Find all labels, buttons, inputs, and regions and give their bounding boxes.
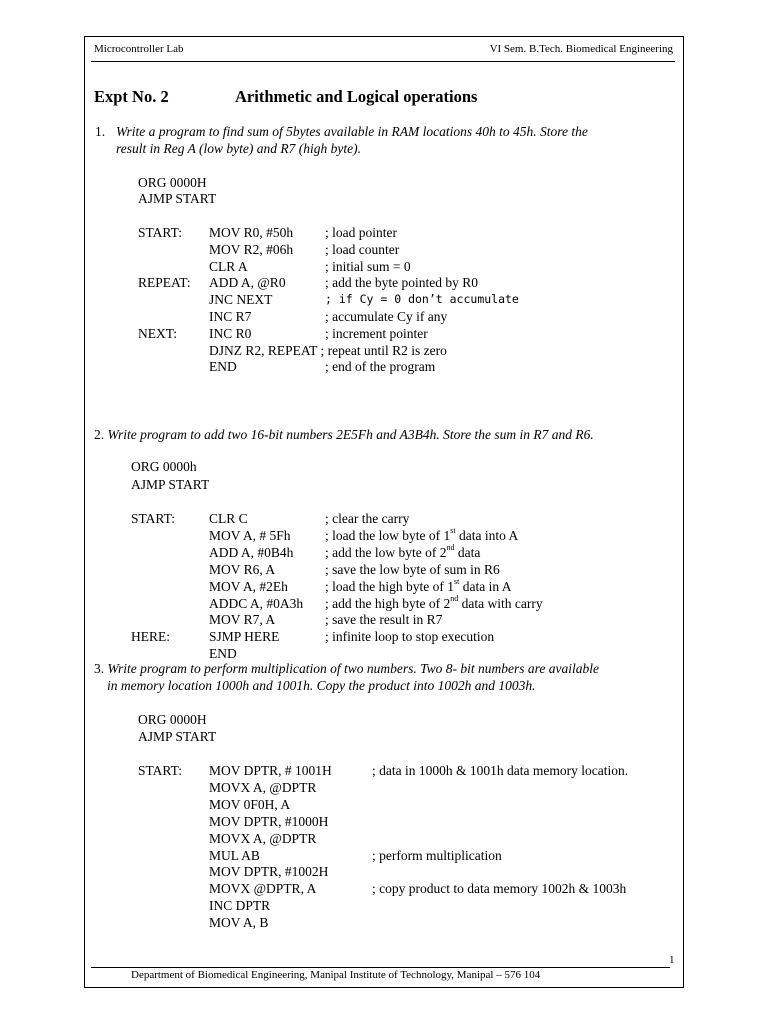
q1-statement-line2: result in Reg A (low byte) and R7 (high byte).	[116, 141, 361, 156]
q2-code-instruction: ADDC A, #0A3h	[209, 595, 304, 611]
q3-statement-line2: in memory location 1000h and 1001h. Copy the product into 1002h and 1003h.	[107, 678, 536, 693]
q2-code-instruction: CLR C	[209, 511, 248, 526]
q1-code-comment: ; if Cy = 0 don’t accumulate	[325, 292, 519, 307]
q1-code-instruction: CLR A	[209, 258, 248, 274]
q2-code-label: HERE:	[131, 629, 170, 645]
q1-code-instruction: JNC NEXT	[209, 292, 273, 308]
q2-code-instruction: MOV R6, A	[209, 561, 276, 577]
q3-code-comment: ; perform multiplication	[372, 847, 502, 863]
q2-code-comment: ; add the low byte of 2nd data	[325, 542, 481, 560]
q3-code-instruction: MUL AB	[209, 847, 260, 863]
q1-code-instruction: INC R7	[209, 309, 252, 324]
q2-code-label: START:	[131, 511, 175, 526]
q2-code-comment: ; load the low byte of 1st data into A	[325, 525, 519, 543]
q1-code-label: START:	[138, 225, 182, 240]
q3-code-instruction: MOV DPTR, #1002H	[209, 864, 329, 880]
q1-code-comment: ; load pointer	[325, 225, 397, 240]
q1-code-instruction: DJNZ R2, REPEAT ; repeat until R2 is zero	[209, 342, 447, 358]
q2-code-comment: ; save the low byte of sum in R6	[325, 561, 500, 577]
q3-code-instruction: INC DPTR	[209, 898, 271, 914]
header-rule	[91, 61, 675, 62]
q1-code-instruction: MOV R0, #50h	[209, 225, 294, 240]
q1-code-instruction: END	[209, 359, 237, 375]
footer-rule	[91, 967, 670, 968]
q1-org: ORG 0000H	[138, 175, 207, 190]
q2-code-instruction: ADD A, #0B4h	[209, 544, 294, 560]
q2-code-comment: ; save the result in R7	[325, 612, 443, 628]
q1-code-comment: ; accumulate Cy if any	[325, 309, 448, 324]
header-course: Microcontroller Lab	[94, 43, 184, 55]
q2-code-comment: ; add the high byte of 2nd data with carry	[325, 593, 543, 611]
q2-code-instruction: SJMP HERE	[209, 629, 280, 645]
footer-department: Department of Biomedical Engineering, Manipal Institute of Technology, Manipal – 576 104	[131, 969, 541, 981]
q2-code-comment: ; infinite loop to stop execution	[325, 629, 495, 645]
q1-code-instruction: ADD A, @R0	[209, 275, 286, 291]
expt-title: Arithmetic and Logical operations	[235, 87, 478, 106]
q1-code-label: NEXT:	[138, 325, 178, 341]
q3-ajmp: AJMP START	[138, 729, 217, 744]
q3-code-instruction: MOV 0F0H, A	[209, 796, 291, 812]
q2-statement: 2. Write program to add two 16-bit numbers 2E5Fh and A3B4h. Store the sum in R7 and R6.	[94, 427, 594, 442]
q1-code-comment: ; increment pointer	[325, 325, 428, 341]
q1-code-comment: ; add the byte pointed by R0	[325, 275, 478, 291]
q3-statement-line1: 3. Write program to perform multiplication of two numbers. Two 8- bit numbers are available	[94, 661, 599, 676]
header-semester: VI Sem. B.Tech. Biomedical Engineering	[489, 43, 673, 55]
q1-code-comment: ; load counter	[325, 241, 400, 257]
q3-org: ORG 0000H	[138, 712, 207, 727]
q1-code-comment: ; end of the program	[325, 359, 436, 375]
q1-code-instruction: INC R0	[209, 325, 252, 341]
q1-code-instruction: MOV R2, #06h	[209, 241, 294, 257]
q2-code-instruction: MOV A, # 5Fh	[209, 527, 291, 543]
q2-code-comment: ; clear the carry	[325, 511, 410, 526]
q3-code-instruction: MOV A, B	[209, 915, 269, 931]
q2-code-instruction: MOV A, #2Eh	[209, 578, 288, 594]
page-number: 1	[669, 954, 675, 966]
q3-code-instruction: MOV DPTR, #1000H	[209, 813, 329, 829]
q2-ajmp: AJMP START	[131, 477, 210, 492]
q2-code-instruction: MOV R7, A	[209, 612, 276, 628]
q3-code-instruction: MOV DPTR, # 1001H	[209, 763, 332, 778]
expt-number: Expt No. 2	[94, 87, 169, 106]
q3-code-instruction: MOVX @DPTR, A	[209, 881, 317, 897]
q1-code-comment: ; initial sum = 0	[325, 258, 411, 274]
q3-code-comment: ; copy product to data memory 1002h & 1003h	[372, 881, 627, 897]
q3-code-label: START:	[138, 763, 182, 778]
q2-org: ORG 0000h	[131, 459, 197, 474]
q1-ajmp: AJMP START	[138, 191, 217, 206]
q2-code-instruction: END	[209, 646, 237, 662]
q1-statement-line1: Write a program to find sum of 5bytes available in RAM locations 40h to 45h. Store the	[116, 124, 588, 139]
q1-code-label: REPEAT:	[138, 275, 191, 291]
q2-code-comment: ; load the high byte of 1st data in A	[325, 576, 512, 594]
q3-code-instruction: MOVX A, @DPTR	[209, 779, 317, 795]
q1-number: 1.	[95, 124, 106, 139]
q3-code-comment: ; data in 1000h & 1001h data memory location.	[372, 763, 629, 778]
q3-code-instruction: MOVX A, @DPTR	[209, 830, 317, 846]
